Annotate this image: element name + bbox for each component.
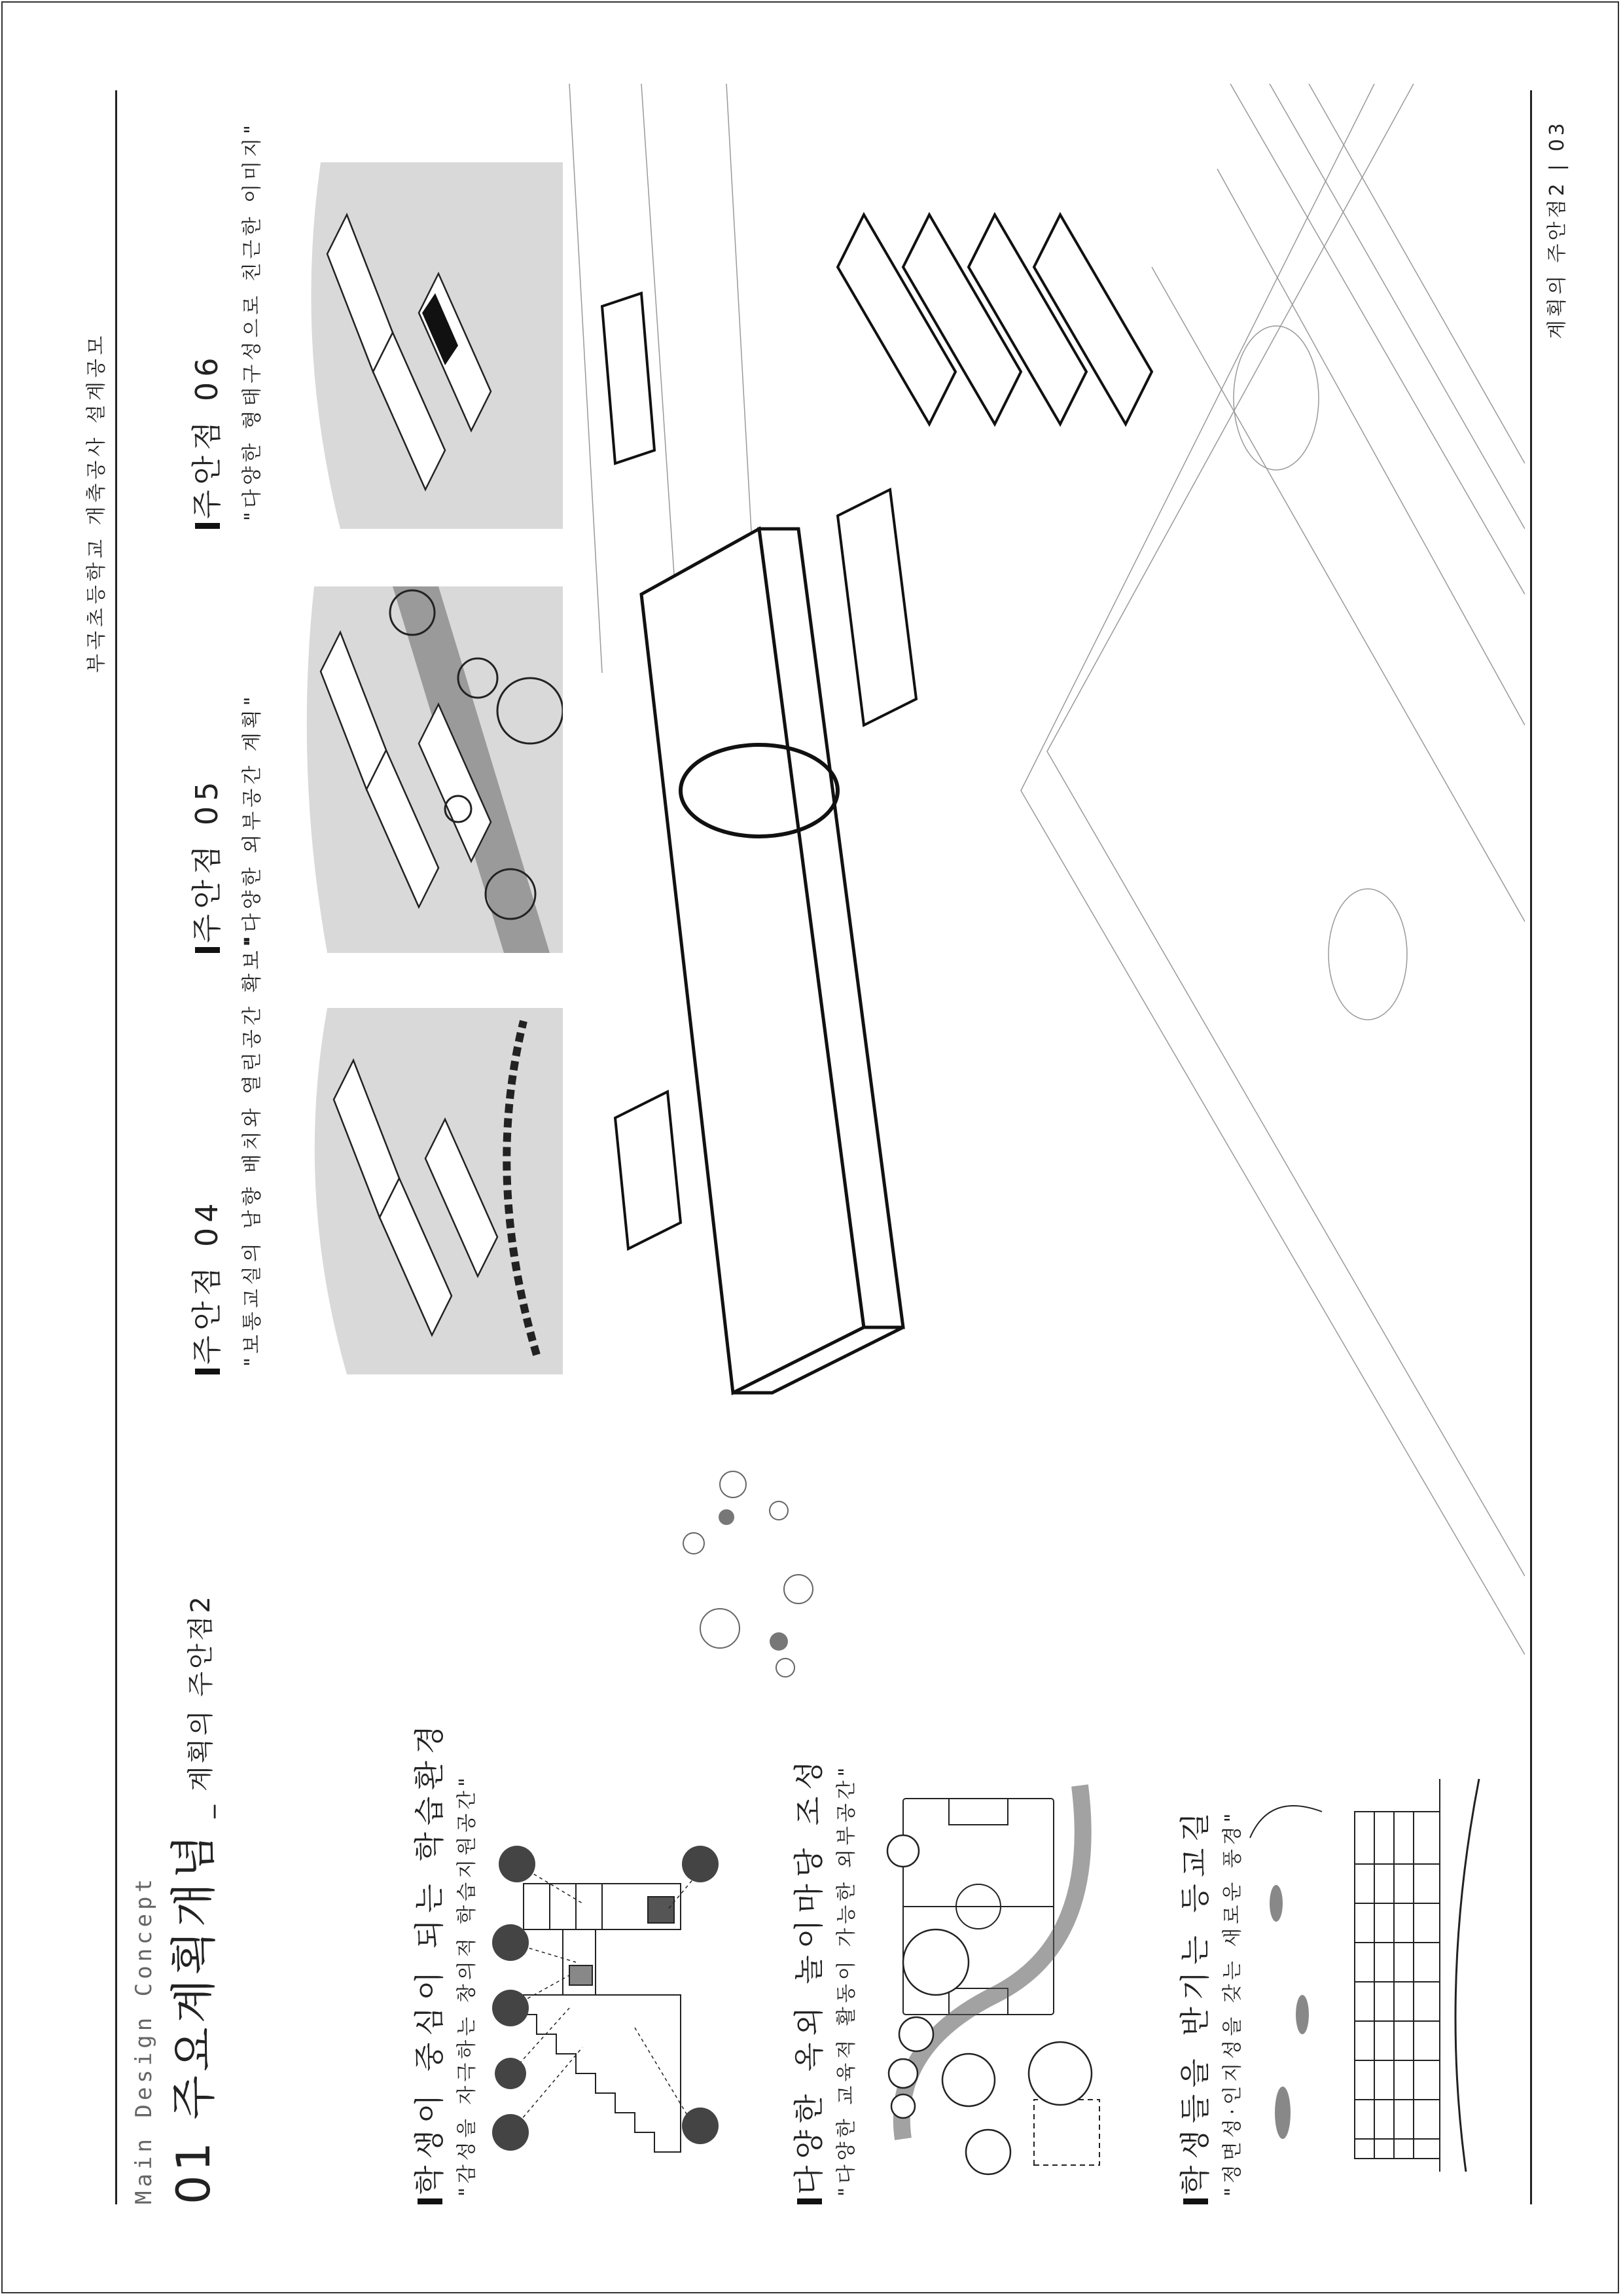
footer-rule (1530, 90, 1532, 2204)
point-marker (195, 947, 220, 953)
point-04-quote: "보통교실의 남향 배치와 열린공간 확보" (241, 933, 264, 1367)
section-1-quote: "감성을 자극하는 창의적 학습지원공간" (455, 1774, 478, 2197)
section-marker (797, 2198, 822, 2204)
section-2-title: 다양한 옥외 놀이마당 조성 (785, 1754, 829, 2204)
section-2-quote: "다양한 교육적 활동이 가능한 외부공간" (835, 1763, 858, 2197)
point-04-axonometric (288, 1008, 563, 1374)
point-05-quote: "다양한 외부공간 계획" (241, 692, 264, 945)
section-marker (1183, 2198, 1208, 2204)
section-1-title: 학생이 중심이 되는 학습환경 (406, 1719, 449, 2204)
header-rule (115, 90, 117, 2204)
point-04-title: 주안점 04 (183, 1198, 226, 1374)
project-title: 부곡초등학교 개축공사 설계공모 (85, 332, 108, 673)
point-05-title: 주안점 05 (183, 777, 226, 953)
section-marker (418, 2198, 442, 2204)
learning-environment-diagram (484, 1812, 720, 2178)
school-route-elevation (1243, 1772, 1492, 2178)
section-3-title: 학생들을 반기는 등교길 (1171, 1806, 1215, 2204)
page-label: 계획의 주안점2 | 03 (1546, 120, 1569, 339)
section-3-quote: "정면성·인지성을 갖는 새로운 풍경" (1221, 1809, 1244, 2197)
point-06-title: 주안점 06 (183, 353, 226, 529)
point-06-axonometric (288, 162, 563, 529)
point-05-axonometric (288, 586, 563, 953)
heading-kicker: Main Design Concept (131, 1875, 157, 2204)
heading-title-row (157, 1594, 223, 2204)
point-marker (195, 523, 220, 529)
page-subtitle: _ 계획의 주안점2 (186, 1594, 216, 1818)
main-axonometric-drawing (563, 84, 1525, 1707)
outdoor-yard-diagram (864, 1772, 1126, 2178)
point-marker (195, 1369, 220, 1374)
page-title: 01 주요계획개념 (167, 1830, 221, 2204)
point-06-quote: "다양한 형태구성으로 친근한 이미지" (241, 121, 264, 521)
